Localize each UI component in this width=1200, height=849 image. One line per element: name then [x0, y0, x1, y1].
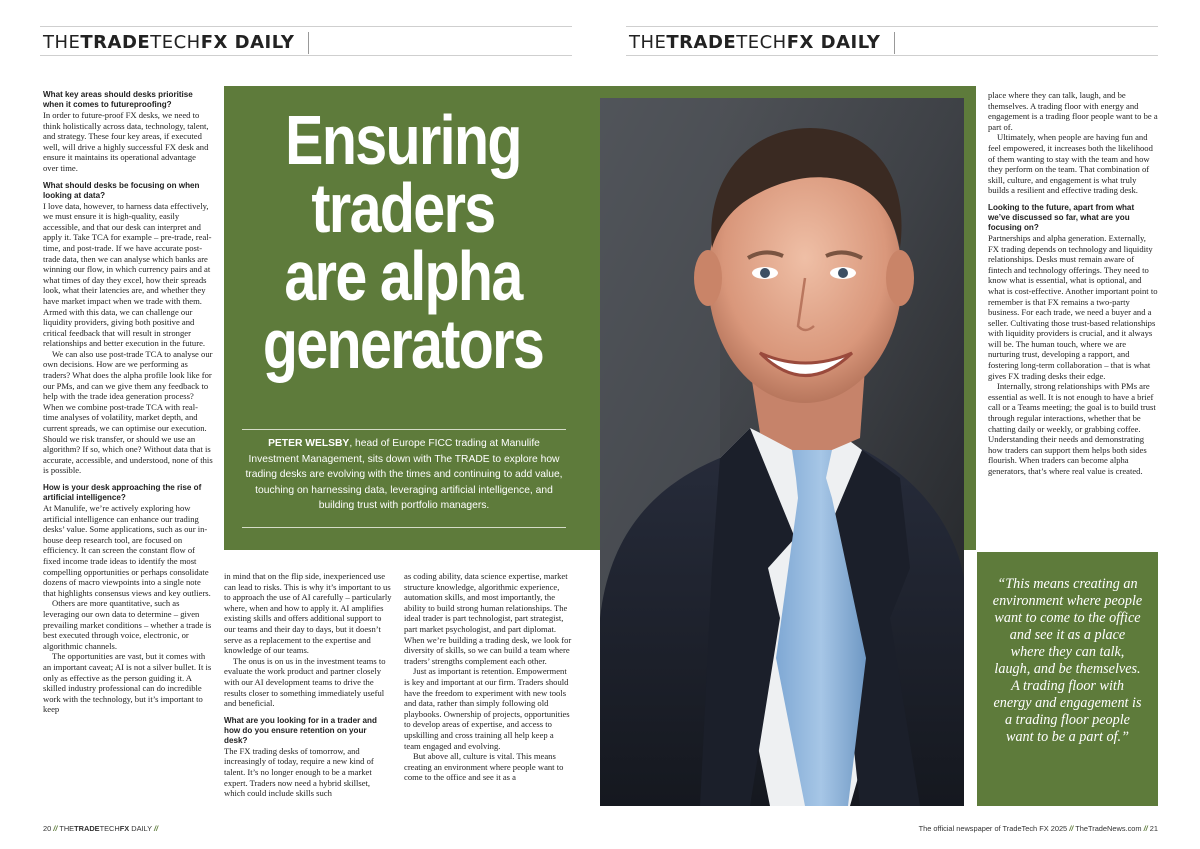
paragraph: place where they can talk, laugh, and be themselves. A trading floor with energy and engagement is a trading floor people want to be a part of.: [988, 90, 1158, 132]
paragraph: In order to future-proof FX desks, we need to think holistically across data, technology, talent, and strategy. These four key areas, if executed well, will drive a highly successful FX desk and ensure it maintains its operational advantage over time.: [43, 110, 209, 173]
question-heading: What key areas should desks prioritise when it comes to futureproofing?: [43, 90, 193, 109]
pull-quote: “This means creating an environment where people want to come to the office and see it as a place where they can talk, laugh, and be themselves. A trading floor with energy and engagement is a trading floor people want to be a part of.”: [992, 576, 1143, 745]
left-masthead: THETRADETECHFX DAILY: [43, 32, 309, 54]
paragraph: Ultimately, when people are having fun and feel empowered, it increases both the likelihood of them wanting to stay with the team and how they perform on the team. That combination of skill, culture, and engagement is what truly builds a resilient and effective trading desk.: [988, 132, 1153, 196]
paragraph: as coding ability, data science expertise, market structure knowledge, algorithmic experience, automation skills, and most importantly, the ability to build strong human relationships. The ideal trader is part technologist, part strategist, part market psychologist, and part diplomat. When we’re building a trading desk, we look for diversity of skills, so we can build a team where traders’ strengths complement each other.: [404, 571, 572, 666]
column-2: [224, 571, 392, 799]
paragraph: I love data, however, to harness data effectively, we must ensure it is high-quality, easily accessible, and that our desk can interpret and apply it. Take TCA for example – pre-trade, real-time, and post-trade. If we have accurate post-trade data, then we can analyse which banks are winning our flow, in which currency pairs and at what times of day they excel, how their spreads look, what their latencies are, and whether they have market impact when we trade with them. Armed with this data, we can challenge our liquidity providers, giving both positive and critical feedback that will result in stronger relationships and better execution in the future.: [43, 200, 212, 349]
paragraph: The opportunities are vast, but it comes with an important caveat; AI is not a silver bullet. It is only as effective as the person guiding it. A skilled industry professional can do incredible work with the technology, but it’s important to keep: [43, 651, 212, 715]
question-heading: How is your desk approaching the rise of artificial intelligence?: [43, 483, 202, 502]
pull-quote-panel: [977, 552, 1158, 806]
right-masthead: THETRADETECHFX DAILY: [629, 32, 895, 54]
right-footer: The official newspaper of TradeTech FX 2025 // TheTradeNews.com // 21: [918, 824, 1158, 833]
paragraph: Just as important is retention. Empowerment is key and important at our firm. Traders should have the freedom to experiment with new tools and data, rather than simply following old playbooks. Ownership of projects, opportunities to develop areas of expertise, and access to upskilling and cross training all help keep a team engaged and evolving.: [404, 666, 570, 751]
standfirst-rule-top: [242, 429, 566, 430]
column-3: [404, 571, 572, 783]
headline: Ensuring traders are alpha generators: [262, 101, 544, 383]
portrait-photo: [600, 98, 964, 806]
paragraph: in mind that on the flip side, inexperienced use can lead to risks. This is why it’s important to us to approach the use of AI carefully – particularly where, when and how to apply it. AI amplifies existing skills and offers additional support to our teams and their day to days, but it doesn’t serve as a replacement to the expertise and knowledge of our teams.: [224, 571, 392, 656]
column-1: [43, 90, 213, 715]
paragraph: Others are more quantitative, such as leveraging our own data to determine – given prevailing market conditions – whether a trade is best executed through voice, electronic, or algorithmic channels.: [43, 598, 212, 651]
standfirst-rule-bottom: [242, 527, 566, 528]
standfirst: PETER WELSBY, head of Europe FICC trading at Manulife Investment Management, sits down with The TRADE to explore how trading desks are evolving with the times and continuing to add value, touching on harnessing data, leveraging artificial intelligence, and building trust with portfolio managers.: [245, 438, 563, 511]
paragraph: We can also use post-trade TCA to analyse our own decisions. How are we performing as traders? What does the alpha profile look like for our PMs, and can we give them any feedback to help with the trade idea generation process?: [43, 348, 213, 402]
question-heading: Looking to the future, apart from what we’ve discussed so far, what are you focusing on?: [988, 202, 1135, 232]
paragraph: At Manulife, we’re actively exploring how artificial intelligence can enhance our trading desks’ value. Some applications, such as our in-house deep research tool, are focused on efficiency. It can screen the constant flow of fixed income trade ideas to identify the most compelling opportunities or perhaps consolidate dozens of macro viewpoints into a single note that highlights consensus views and key outliers.: [43, 503, 211, 598]
question-heading: What are you looking for in a trader and how do you ensure retention on your desk?: [224, 715, 377, 745]
left-footer: 20 // THETRADETECHFX DAILY //: [43, 824, 159, 833]
paragraph: The onus is on us in the investment teams to evaluate the work product and partner closely with our AI development teams to drive the results closer to something immediately useful and beneficial.: [224, 655, 386, 709]
headline-panel: [224, 86, 582, 550]
portrait-photo-icon: [600, 98, 964, 806]
column-4: [988, 90, 1158, 477]
paragraph: Partnerships and alpha generation. Externally, FX trading depends on technology and liquidity relationships. Desks must remain aware of fintech and technology offerings. They need to know what is essential, what is optional, and what is cost-effective. Another important point to remember is that FX remains a two-party business. For each trade, we need a buyer and a seller. Cultivating those trust-based relationships with liquidity providers is crucial, and it always will be. The human touch, where we are nurturing trust, developing a rapport, and fostering long-term collaboration – that is what gives FX trading desks their edge.: [988, 232, 1158, 381]
paragraph: Internally, strong relationships with PMs are essential as well. It is not enough to have a brief call or a Teams meeting; the goal is to build trust through regular interactions, whether that be chatting daily or weekly, or grabbing coffee. Understanding their needs and demonstrating how traders can support them helps both sides flourish. When traders can become alpha generators, that’s where real value is created.: [988, 381, 1156, 476]
paragraph: But above all, culture is vital. This means creating an environment where people want to come to the office and see it as a: [404, 751, 564, 783]
paragraph: The FX trading desks of tomorrow, and increasingly of today, require a new kind of talent. It’s no longer enough to be a market expert. Traders now need a hybrid skillset, which could include skills such: [224, 745, 374, 799]
question-heading: What should desks be focusing on when looking at data?: [43, 180, 200, 200]
paragraph: When we combine post-trade TCA with real-time analyses of volatility, market depth, and current spreads, we can optimise our execution. Should we risk transfer, or should we use an algorithm? If so, which one? Without data that is accurate, accessible, and understood, none of this is possible.: [43, 401, 213, 476]
